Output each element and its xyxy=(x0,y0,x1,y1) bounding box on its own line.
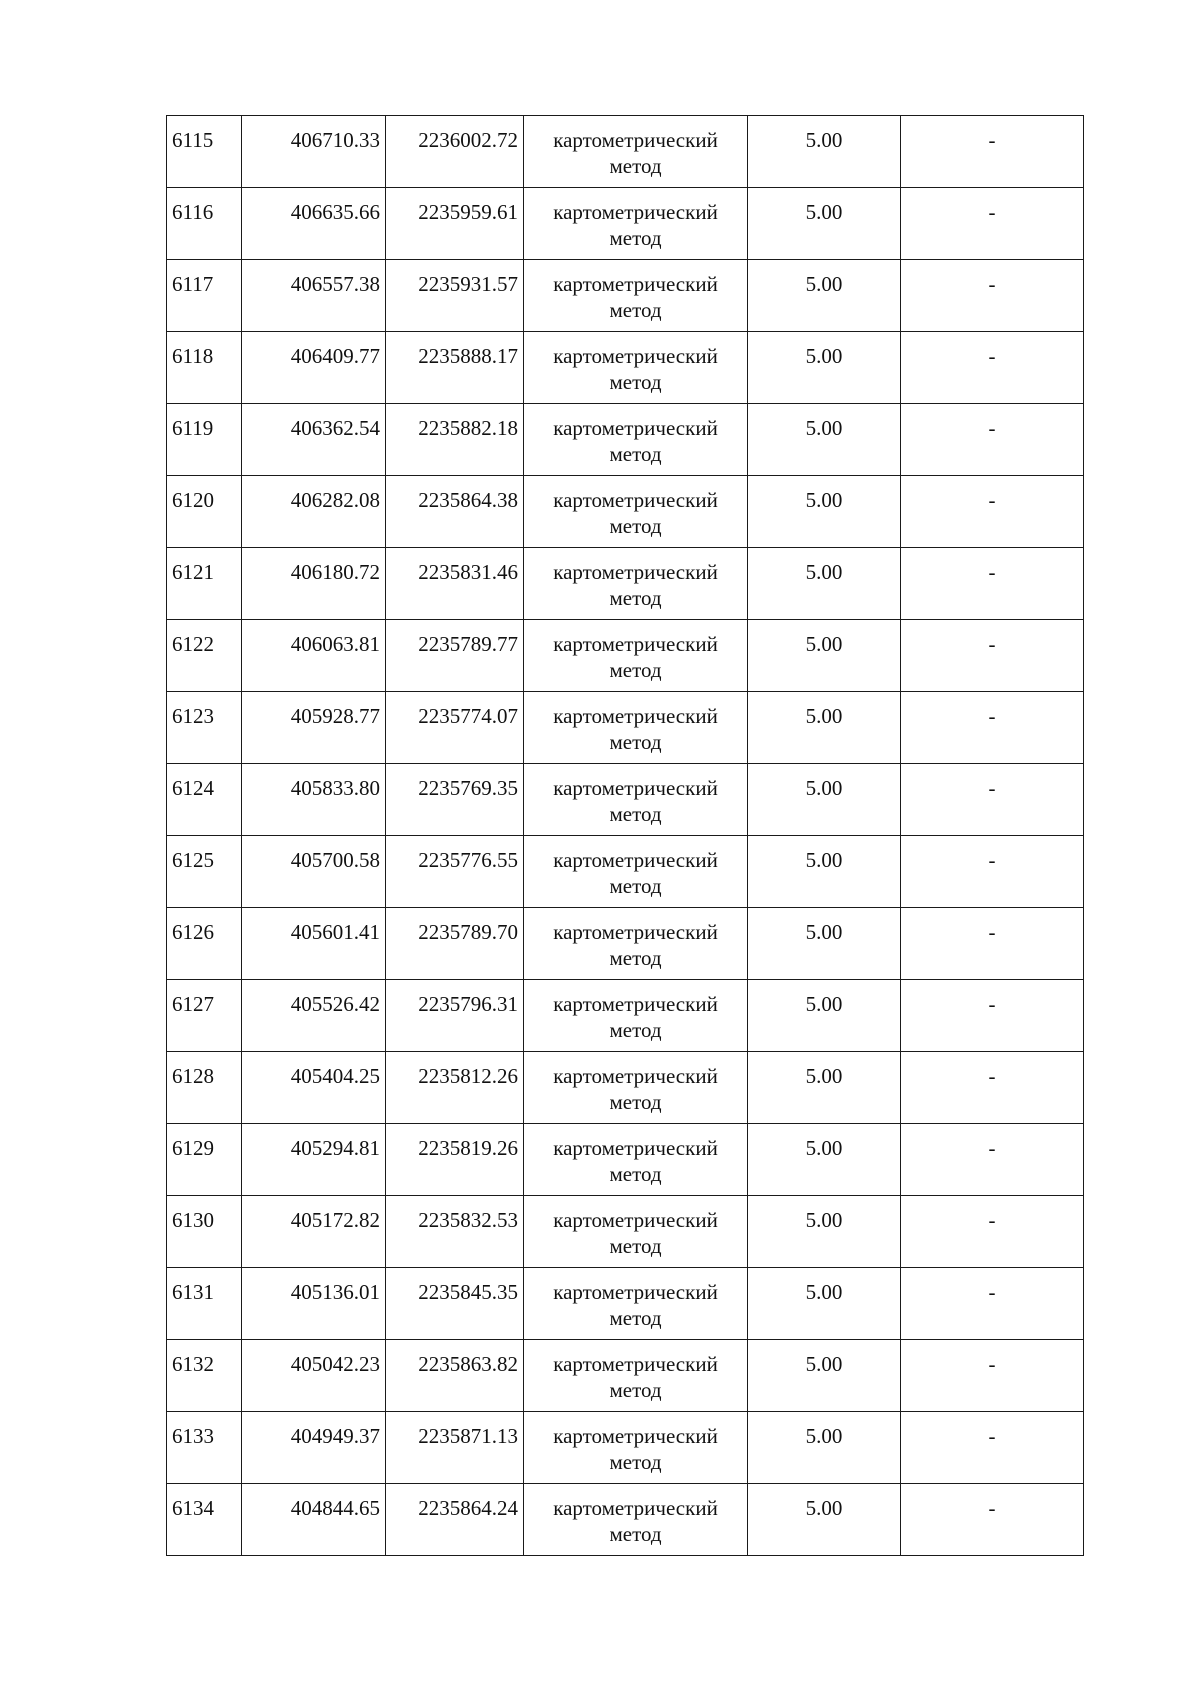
x-coordinate-cell: 406362.54 xyxy=(242,404,386,476)
table-row xyxy=(167,1268,1084,1340)
method-cell: картометрический метод xyxy=(524,1196,748,1268)
extra-cell: - xyxy=(901,764,1084,836)
accuracy-cell: 5.00 xyxy=(748,332,901,404)
x-coordinate-cell: 405294.81 xyxy=(242,1124,386,1196)
table-row xyxy=(167,1412,1084,1484)
y-coordinate-cell: 2235864.38 xyxy=(386,476,524,548)
y-coordinate-cell: 2235789.70 xyxy=(386,908,524,980)
coordinates-table-body xyxy=(167,116,1084,1556)
point-number-cell: 6125 xyxy=(167,836,242,908)
method-cell: картометрический метод xyxy=(524,908,748,980)
y-coordinate-cell: 2235931.57 xyxy=(386,260,524,332)
extra-cell: - xyxy=(901,1268,1084,1340)
x-coordinate-cell: 405136.01 xyxy=(242,1268,386,1340)
extra-cell: - xyxy=(901,260,1084,332)
table-row xyxy=(167,1484,1084,1556)
extra-cell: - xyxy=(901,332,1084,404)
x-coordinate-cell: 405833.80 xyxy=(242,764,386,836)
accuracy-cell: 5.00 xyxy=(748,836,901,908)
x-coordinate-cell: 405404.25 xyxy=(242,1052,386,1124)
accuracy-cell: 5.00 xyxy=(748,260,901,332)
extra-cell: - xyxy=(901,908,1084,980)
x-coordinate-cell: 405042.23 xyxy=(242,1340,386,1412)
point-number-cell: 6129 xyxy=(167,1124,242,1196)
x-coordinate-cell: 406557.38 xyxy=(242,260,386,332)
method-cell: картометрический метод xyxy=(524,188,748,260)
y-coordinate-cell: 2235863.82 xyxy=(386,1340,524,1412)
accuracy-cell: 5.00 xyxy=(748,1412,901,1484)
table-row xyxy=(167,260,1084,332)
table-row xyxy=(167,836,1084,908)
y-coordinate-cell: 2235882.18 xyxy=(386,404,524,476)
table-row xyxy=(167,692,1084,764)
table-row xyxy=(167,980,1084,1052)
x-coordinate-cell: 406180.72 xyxy=(242,548,386,620)
accuracy-cell: 5.00 xyxy=(748,980,901,1052)
accuracy-cell: 5.00 xyxy=(748,764,901,836)
extra-cell: - xyxy=(901,1124,1084,1196)
method-cell: картометрический метод xyxy=(524,1340,748,1412)
point-number-cell: 6130 xyxy=(167,1196,242,1268)
method-cell: картометрический метод xyxy=(524,332,748,404)
extra-cell: - xyxy=(901,836,1084,908)
x-coordinate-cell: 405928.77 xyxy=(242,692,386,764)
extra-cell: - xyxy=(901,1340,1084,1412)
table-row xyxy=(167,1052,1084,1124)
method-cell: картометрический метод xyxy=(524,476,748,548)
extra-cell: - xyxy=(901,692,1084,764)
accuracy-cell: 5.00 xyxy=(748,476,901,548)
accuracy-cell: 5.00 xyxy=(748,1268,901,1340)
extra-cell: - xyxy=(901,476,1084,548)
accuracy-cell: 5.00 xyxy=(748,188,901,260)
point-number-cell: 6124 xyxy=(167,764,242,836)
extra-cell: - xyxy=(901,1196,1084,1268)
point-number-cell: 6122 xyxy=(167,620,242,692)
x-coordinate-cell: 406710.33 xyxy=(242,116,386,188)
extra-cell: - xyxy=(901,1052,1084,1124)
point-number-cell: 6133 xyxy=(167,1412,242,1484)
method-cell: картометрический метод xyxy=(524,1268,748,1340)
x-coordinate-cell: 406282.08 xyxy=(242,476,386,548)
extra-cell: - xyxy=(901,1412,1084,1484)
y-coordinate-cell: 2235864.24 xyxy=(386,1484,524,1556)
point-number-cell: 6123 xyxy=(167,692,242,764)
method-cell: картометрический метод xyxy=(524,404,748,476)
extra-cell: - xyxy=(901,404,1084,476)
extra-cell: - xyxy=(901,188,1084,260)
x-coordinate-cell: 406409.77 xyxy=(242,332,386,404)
point-number-cell: 6134 xyxy=(167,1484,242,1556)
accuracy-cell: 5.00 xyxy=(748,404,901,476)
y-coordinate-cell: 2235831.46 xyxy=(386,548,524,620)
point-number-cell: 6117 xyxy=(167,260,242,332)
method-cell: картометрический метод xyxy=(524,980,748,1052)
point-number-cell: 6131 xyxy=(167,1268,242,1340)
point-number-cell: 6116 xyxy=(167,188,242,260)
point-number-cell: 6132 xyxy=(167,1340,242,1412)
table-row xyxy=(167,908,1084,980)
method-cell: картометрический метод xyxy=(524,1484,748,1556)
method-cell: картометрический метод xyxy=(524,1052,748,1124)
x-coordinate-cell: 405172.82 xyxy=(242,1196,386,1268)
y-coordinate-cell: 2235812.26 xyxy=(386,1052,524,1124)
table-row xyxy=(167,1340,1084,1412)
extra-cell: - xyxy=(901,1484,1084,1556)
point-number-cell: 6115 xyxy=(167,116,242,188)
accuracy-cell: 5.00 xyxy=(748,908,901,980)
accuracy-cell: 5.00 xyxy=(748,116,901,188)
y-coordinate-cell: 2235871.13 xyxy=(386,1412,524,1484)
table-row xyxy=(167,332,1084,404)
point-number-cell: 6121 xyxy=(167,548,242,620)
table-row xyxy=(167,1124,1084,1196)
y-coordinate-cell: 2235959.61 xyxy=(386,188,524,260)
point-number-cell: 6118 xyxy=(167,332,242,404)
y-coordinate-cell: 2235832.53 xyxy=(386,1196,524,1268)
y-coordinate-cell: 2235776.55 xyxy=(386,836,524,908)
method-cell: картометрический метод xyxy=(524,548,748,620)
table-row xyxy=(167,548,1084,620)
method-cell: картометрический метод xyxy=(524,692,748,764)
y-coordinate-cell: 2236002.72 xyxy=(386,116,524,188)
y-coordinate-cell: 2235888.17 xyxy=(386,332,524,404)
accuracy-cell: 5.00 xyxy=(748,692,901,764)
accuracy-cell: 5.00 xyxy=(748,1340,901,1412)
point-number-cell: 6128 xyxy=(167,1052,242,1124)
y-coordinate-cell: 2235819.26 xyxy=(386,1124,524,1196)
accuracy-cell: 5.00 xyxy=(748,1124,901,1196)
x-coordinate-cell: 406063.81 xyxy=(242,620,386,692)
point-number-cell: 6119 xyxy=(167,404,242,476)
accuracy-cell: 5.00 xyxy=(748,1196,901,1268)
coordinates-table xyxy=(166,115,1084,1556)
point-number-cell: 6120 xyxy=(167,476,242,548)
accuracy-cell: 5.00 xyxy=(748,620,901,692)
accuracy-cell: 5.00 xyxy=(748,1052,901,1124)
method-cell: картометрический метод xyxy=(524,116,748,188)
method-cell: картометрический метод xyxy=(524,260,748,332)
method-cell: картометрический метод xyxy=(524,1412,748,1484)
extra-cell: - xyxy=(901,980,1084,1052)
extra-cell: - xyxy=(901,116,1084,188)
extra-cell: - xyxy=(901,620,1084,692)
x-coordinate-cell: 406635.66 xyxy=(242,188,386,260)
x-coordinate-cell: 404949.37 xyxy=(242,1412,386,1484)
table-row xyxy=(167,476,1084,548)
method-cell: картометрический метод xyxy=(524,1124,748,1196)
y-coordinate-cell: 2235796.31 xyxy=(386,980,524,1052)
table-row xyxy=(167,764,1084,836)
extra-cell: - xyxy=(901,548,1084,620)
x-coordinate-cell: 404844.65 xyxy=(242,1484,386,1556)
y-coordinate-cell: 2235845.35 xyxy=(386,1268,524,1340)
table-row xyxy=(167,188,1084,260)
point-number-cell: 6126 xyxy=(167,908,242,980)
x-coordinate-cell: 405526.42 xyxy=(242,980,386,1052)
table-row xyxy=(167,404,1084,476)
table-row xyxy=(167,1196,1084,1268)
y-coordinate-cell: 2235769.35 xyxy=(386,764,524,836)
y-coordinate-cell: 2235789.77 xyxy=(386,620,524,692)
x-coordinate-cell: 405700.58 xyxy=(242,836,386,908)
point-number-cell: 6127 xyxy=(167,980,242,1052)
x-coordinate-cell: 405601.41 xyxy=(242,908,386,980)
table-row xyxy=(167,116,1084,188)
accuracy-cell: 5.00 xyxy=(748,548,901,620)
table-row xyxy=(167,620,1084,692)
method-cell: картометрический метод xyxy=(524,764,748,836)
accuracy-cell: 5.00 xyxy=(748,1484,901,1556)
method-cell: картометрический метод xyxy=(524,620,748,692)
y-coordinate-cell: 2235774.07 xyxy=(386,692,524,764)
method-cell: картометрический метод xyxy=(524,836,748,908)
